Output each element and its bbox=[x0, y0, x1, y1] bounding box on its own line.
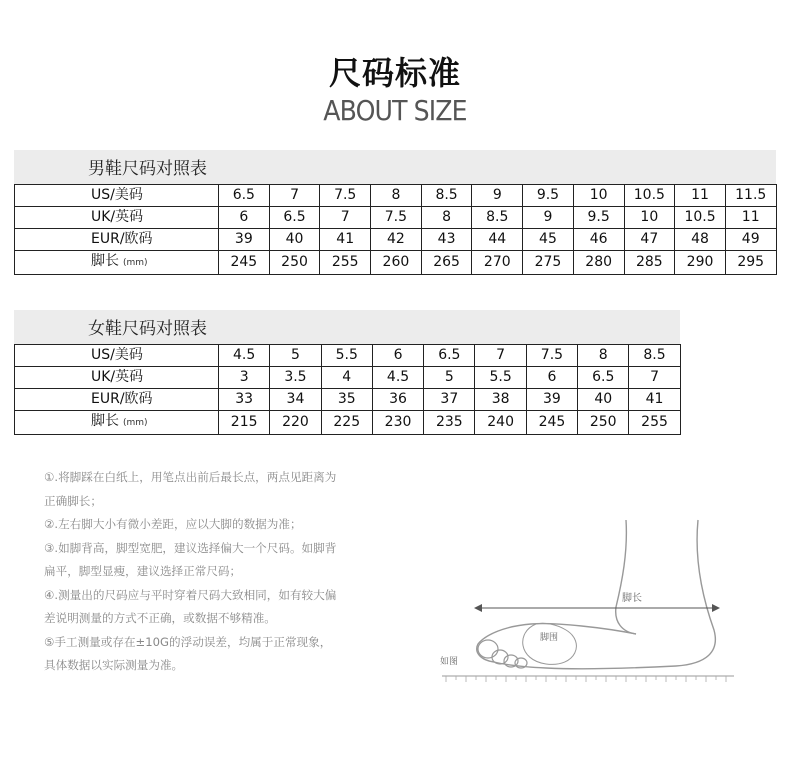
row-label: 脚长 (mm) bbox=[15, 411, 219, 435]
size-cell: 5.5 bbox=[475, 367, 526, 389]
size-cell: 7 bbox=[475, 345, 526, 367]
size-cell: 6 bbox=[526, 367, 577, 389]
size-cell: 47 bbox=[624, 229, 675, 251]
men-size-section bbox=[14, 150, 776, 275]
size-cell: 235 bbox=[424, 411, 475, 435]
size-cell: 4 bbox=[321, 367, 372, 389]
men-size-table bbox=[14, 184, 777, 275]
row-label: EUR/欧码 bbox=[15, 229, 219, 251]
size-cell: 215 bbox=[219, 411, 270, 435]
size-cell: 260 bbox=[371, 251, 422, 275]
page-subtitle: ABOUT SIZE bbox=[323, 94, 467, 127]
example-label: 如图 bbox=[440, 657, 459, 667]
note-line: 具体数据以实际测量为准。 bbox=[44, 658, 184, 672]
size-cell: 45 bbox=[523, 229, 574, 251]
women-size-table bbox=[14, 344, 681, 435]
size-cell: 3 bbox=[219, 367, 270, 389]
size-cell: 5 bbox=[424, 367, 475, 389]
size-cell: 37 bbox=[424, 389, 475, 411]
size-cell: 6.5 bbox=[578, 367, 629, 389]
size-cell: 41 bbox=[320, 229, 371, 251]
unit-label: (mm) bbox=[123, 418, 148, 428]
women-size-heading: 女鞋尺码对照表 bbox=[14, 310, 680, 344]
size-cell: 11 bbox=[725, 207, 776, 229]
size-cell: 4.5 bbox=[372, 367, 423, 389]
size-cell: 6 bbox=[219, 207, 270, 229]
size-cell: 46 bbox=[573, 229, 624, 251]
size-cell: 3.5 bbox=[270, 367, 321, 389]
size-cell: 6.5 bbox=[219, 185, 270, 207]
note-line: ①.将脚踩在白纸上，用笔点出前后最长点，两点见距离为 bbox=[44, 470, 337, 484]
size-cell: 245 bbox=[526, 411, 577, 435]
size-cell: 220 bbox=[270, 411, 321, 435]
size-cell: 285 bbox=[624, 251, 675, 275]
size-cell: 5 bbox=[270, 345, 321, 367]
size-cell: 41 bbox=[629, 389, 680, 411]
men-size-heading: 男鞋尺码对照表 bbox=[14, 150, 776, 184]
size-cell: 44 bbox=[472, 229, 523, 251]
size-cell: 295 bbox=[725, 251, 776, 275]
foot-measurement-diagram bbox=[436, 512, 736, 692]
size-row bbox=[15, 367, 681, 389]
size-cell: 8.5 bbox=[472, 207, 523, 229]
size-cell: 9 bbox=[472, 185, 523, 207]
row-label: UK/英码 bbox=[15, 367, 219, 389]
size-cell: 39 bbox=[526, 389, 577, 411]
size-cell: 275 bbox=[523, 251, 574, 275]
size-cell: 10 bbox=[624, 207, 675, 229]
row-label: 脚长 (mm) bbox=[15, 251, 219, 275]
size-cell: 10 bbox=[573, 185, 624, 207]
size-cell: 34 bbox=[270, 389, 321, 411]
size-cell: 6.5 bbox=[424, 345, 475, 367]
size-cell: 6.5 bbox=[269, 207, 320, 229]
foot-width-label: 脚围 bbox=[540, 633, 559, 643]
note-line: ⑤手工测量或存在±10G的浮动误差，均属于正常现象， bbox=[44, 634, 332, 649]
size-cell: 7 bbox=[269, 185, 320, 207]
size-cell: 280 bbox=[573, 251, 624, 275]
note-line: 差说明测量的方式不正确，或数据不够精准。 bbox=[44, 611, 276, 625]
size-cell: 7.5 bbox=[371, 207, 422, 229]
size-cell: 8 bbox=[421, 207, 472, 229]
row-label: UK/英码 bbox=[15, 207, 219, 229]
size-cell: 6 bbox=[372, 345, 423, 367]
size-cell: 270 bbox=[472, 251, 523, 275]
size-row bbox=[15, 389, 681, 411]
size-cell: 43 bbox=[421, 229, 472, 251]
foot-outline-illustration bbox=[436, 512, 736, 692]
size-cell: 255 bbox=[629, 411, 680, 435]
size-cell: 7.5 bbox=[320, 185, 371, 207]
size-cell: 48 bbox=[675, 229, 726, 251]
size-cell: 8 bbox=[578, 345, 629, 367]
note-line: 正确脚长； bbox=[44, 493, 102, 508]
size-cell: 265 bbox=[421, 251, 472, 275]
size-row bbox=[15, 251, 777, 275]
size-cell: 39 bbox=[219, 229, 270, 251]
row-label: US/美码 bbox=[15, 345, 219, 367]
size-cell: 245 bbox=[219, 251, 270, 275]
page-title: 尺码标准 bbox=[328, 54, 461, 92]
measurement-notes bbox=[44, 466, 394, 678]
note-line: 扁平，脚型显瘦，建议选择正常尺码； bbox=[44, 564, 242, 578]
size-cell: 35 bbox=[321, 389, 372, 411]
size-cell: 250 bbox=[578, 411, 629, 435]
women-size-section bbox=[14, 310, 680, 435]
size-cell: 4.5 bbox=[219, 345, 270, 367]
note-line: ③.如脚背高，脚型宽肥，建议选择偏大一个尺码。如脚背 bbox=[44, 540, 337, 555]
size-cell: 33 bbox=[219, 389, 270, 411]
size-cell: 8.5 bbox=[421, 185, 472, 207]
size-row bbox=[15, 411, 681, 435]
row-label: US/美码 bbox=[15, 185, 219, 207]
size-cell: 49 bbox=[725, 229, 776, 251]
size-cell: 11 bbox=[675, 185, 726, 207]
size-cell: 8 bbox=[371, 185, 422, 207]
size-cell: 42 bbox=[371, 229, 422, 251]
size-row bbox=[15, 207, 777, 229]
size-row bbox=[15, 185, 777, 207]
size-cell: 255 bbox=[320, 251, 371, 275]
size-cell: 8.5 bbox=[629, 345, 680, 367]
size-cell: 5.5 bbox=[321, 345, 372, 367]
unit-label: (mm) bbox=[123, 258, 148, 268]
foot-length-label: 脚长 bbox=[622, 593, 642, 604]
row-label: EUR/欧码 bbox=[15, 389, 219, 411]
size-row bbox=[15, 229, 777, 251]
size-cell: 7 bbox=[320, 207, 371, 229]
size-cell: 240 bbox=[475, 411, 526, 435]
size-cell: 40 bbox=[269, 229, 320, 251]
size-cell: 11.5 bbox=[725, 185, 776, 207]
size-cell: 225 bbox=[321, 411, 372, 435]
size-cell: 10.5 bbox=[624, 185, 675, 207]
size-cell: 7 bbox=[629, 367, 680, 389]
size-cell: 250 bbox=[269, 251, 320, 275]
size-cell: 7.5 bbox=[526, 345, 577, 367]
size-row bbox=[15, 345, 681, 367]
size-cell: 9.5 bbox=[573, 207, 624, 229]
size-cell: 38 bbox=[475, 389, 526, 411]
size-cell: 10.5 bbox=[675, 207, 726, 229]
size-cell: 290 bbox=[675, 251, 726, 275]
size-cell: 36 bbox=[372, 389, 423, 411]
size-cell: 230 bbox=[372, 411, 423, 435]
note-line: ②.左右脚大小有微小差距，应以大脚的数据为准； bbox=[44, 517, 302, 531]
size-cell: 9.5 bbox=[523, 185, 574, 207]
size-cell: 40 bbox=[578, 389, 629, 411]
size-cell: 9 bbox=[523, 207, 574, 229]
note-line: ④.测量出的尺码应与平时穿着尺码大致相同，如有较大偏 bbox=[44, 587, 337, 602]
